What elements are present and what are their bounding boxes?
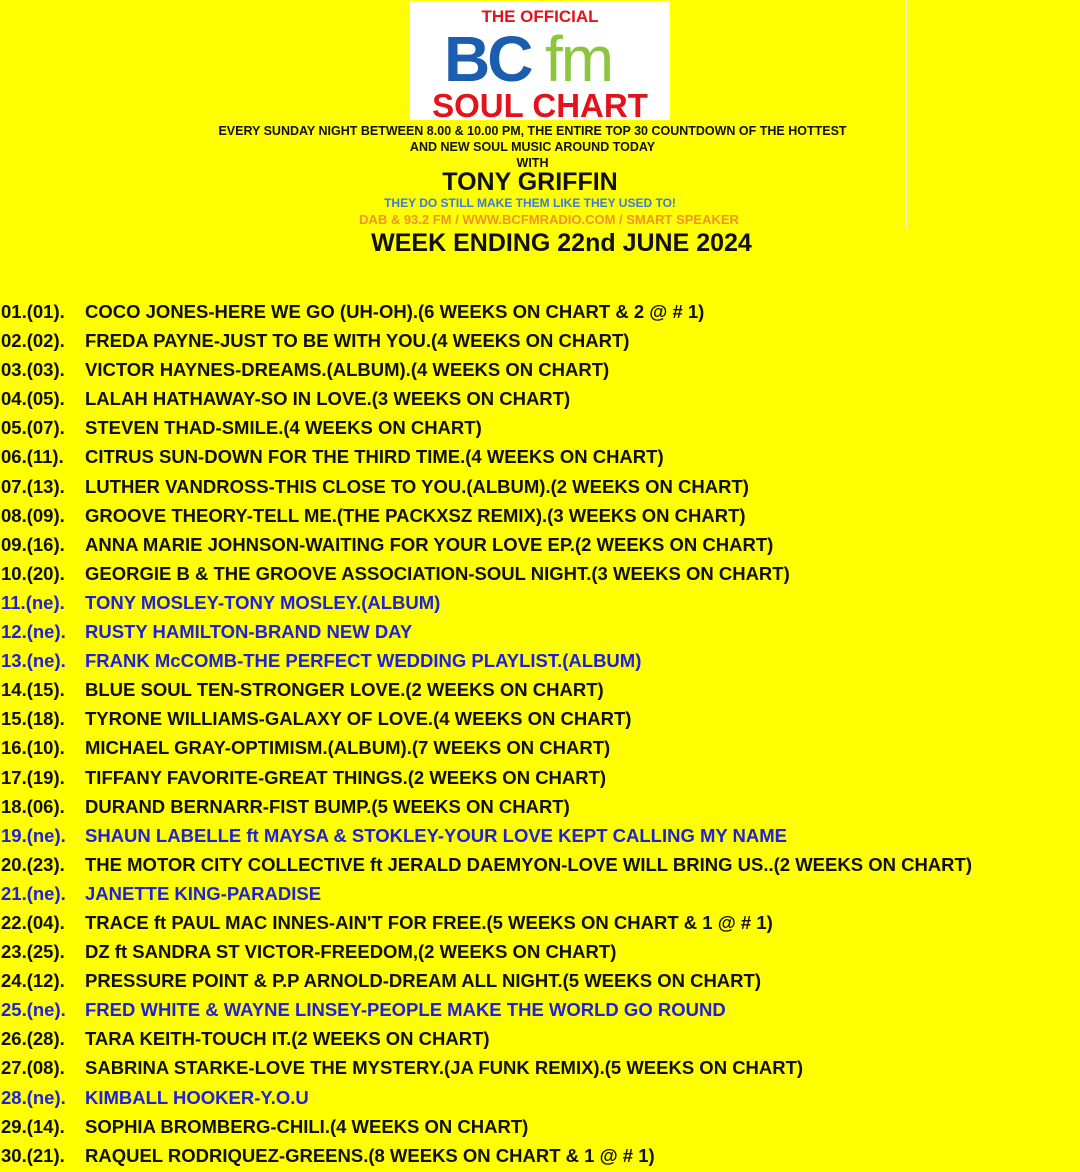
chart-entry-text: PRESSURE POINT & P.P ARNOLD-DREAM ALL NIGHT.(5 WEEKS ON CHART) xyxy=(85,970,761,992)
chart-entry-text: VICTOR HAYNES-DREAMS.(ALBUM).(4 WEEKS ON CHART) xyxy=(85,359,610,381)
chart-position: 25.(ne). xyxy=(1,999,66,1021)
intro-line-1: EVERY SUNDAY NIGHT BETWEEN 8.00 & 10.00 PM, THE ENTIRE TOP 30 COUNTDOWN OF THE HOTTEST xyxy=(218,124,847,138)
chart-entry xyxy=(1,1055,1080,1084)
chart-entry-text: FRED WHITE & WAYNE LINSEY-PEOPLE MAKE THE WORLD GO ROUND xyxy=(85,999,726,1021)
chart-entry-text: THE MOTOR CITY COLLECTIVE ft JERALD DAEMYON-LOVE WILL BRING US..(2 WEEKS ON CHART) xyxy=(85,853,972,875)
chart-entry xyxy=(1,474,1080,503)
chart-entry-text: GEORGIE B & THE GROOVE ASSOCIATION-SOUL NIGHT.(3 WEEKS ON CHART) xyxy=(85,562,790,584)
chart-position: 02.(02). xyxy=(1,330,65,352)
chart-position: 06.(11). xyxy=(1,446,64,468)
chart-entry-text: TIFFANY FAVORITE-GREAT THINGS.(2 WEEKS ON CHART) xyxy=(85,766,607,788)
chart-position: 08.(09). xyxy=(1,504,65,526)
chart-position: 27.(08). xyxy=(1,1057,65,1079)
chart-entry xyxy=(1,561,1080,590)
chart-entry xyxy=(1,706,1080,735)
chart-entry xyxy=(1,997,1080,1026)
chart-entry xyxy=(1,503,1080,532)
chart-list xyxy=(1,299,1080,1172)
chart-position: 24.(12). xyxy=(1,970,65,992)
chart-position: 10.(20). xyxy=(1,562,65,584)
chart-position: 15.(18). xyxy=(1,708,65,730)
chart-position: 16.(10). xyxy=(1,737,65,759)
host-name: TONY GRIFFIN xyxy=(442,168,618,196)
chart-entry-text: COCO JONES-HERE WE GO (UH-OH).(6 WEEKS ON CHART & 2 @ # 1) xyxy=(85,301,705,322)
chart-entry xyxy=(1,823,1080,852)
chart-entry xyxy=(1,765,1080,794)
chart-position: 17.(19). xyxy=(1,766,65,788)
chart-entry xyxy=(1,415,1080,444)
chart-position: 30.(21). xyxy=(1,1144,65,1166)
chart-position: 22.(04). xyxy=(1,911,65,933)
chart-position: 07.(13). xyxy=(1,475,65,497)
chart-position: 29.(14). xyxy=(1,1115,65,1137)
chart-entry-text: JANETTE KING-PARADISE xyxy=(85,882,322,904)
chart-entry-text: DZ ft SANDRA ST VICTOR-FREEDOM,(2 WEEKS ON CHART) xyxy=(85,941,617,963)
chart-entry xyxy=(1,328,1080,357)
chart-entry-text: TARA KEITH-TOUCH IT.(2 WEEKS ON CHART) xyxy=(85,1028,490,1050)
chart-entry xyxy=(1,357,1080,386)
chart-entry xyxy=(1,299,1080,328)
chart-entry-text: RAQUEL RODRIQUEZ-GREENS.(8 WEEKS ON CHART & 1 @ # 1) xyxy=(85,1144,655,1166)
chart-position: 03.(03). xyxy=(1,359,65,381)
chart-entry-text: STEVEN THAD-SMILE.(4 WEEKS ON CHART) xyxy=(85,417,482,439)
stations-info: DAB & 93.2 FM / WWW.BCFMRADIO.COM / SMART SPEAKER xyxy=(359,212,739,227)
chart-position: 28.(ne). xyxy=(1,1086,66,1108)
chart-entry-text: DURAND BERNARR-FIST BUMP.(5 WEEKS ON CHART) xyxy=(85,795,570,817)
chart-position: 21.(ne). xyxy=(1,882,66,904)
chart-entry xyxy=(1,735,1080,764)
intro-line-2: AND NEW SOUL MUSIC AROUND TODAY xyxy=(409,140,656,154)
chart-entry xyxy=(1,881,1080,910)
week-ending-title: WEEK ENDING 22nd JUNE 2024 xyxy=(371,229,752,257)
chart-entry-text: SABRINA STARKE-LOVE THE MYSTERY.(JA FUNK REMIX).(5 WEEKS ON CHART) xyxy=(85,1057,804,1079)
chart-entry xyxy=(1,794,1080,823)
chart-entry-text: GROOVE THEORY-TELL ME.(THE PACKXSZ REMIX).(3 WEEKS ON CHART) xyxy=(85,504,746,526)
chart-entry xyxy=(1,619,1080,648)
chart-entry xyxy=(1,677,1080,706)
chart-entry-text: CITRUS SUN-DOWN FOR THE THIRD TIME.(4 WEEKS ON CHART) xyxy=(85,446,664,468)
chart-position: 12.(ne). xyxy=(1,621,66,643)
chart-entry xyxy=(1,1114,1080,1143)
intro-with: WITH xyxy=(516,156,549,170)
logo-bc-text: BC xyxy=(444,23,531,95)
chart-position: 20.(23). xyxy=(1,853,65,875)
chart-position: 13.(ne). xyxy=(1,650,66,672)
tagline: THEY DO STILL MAKE THEM LIKE THEY USED TO! xyxy=(384,196,676,210)
chart-entry xyxy=(1,1085,1080,1114)
chart-position: 18.(06). xyxy=(1,795,65,817)
chart-position: 11.(ne). xyxy=(1,591,65,613)
chart-entry xyxy=(1,444,1080,473)
chart-position: 04.(05). xyxy=(1,388,65,410)
chart-entry-text: TYRONE WILLIAMS-GALAXY OF LOVE.(4 WEEKS ON CHART) xyxy=(85,708,632,730)
chart-entry xyxy=(1,1026,1080,1055)
chart-entry xyxy=(1,648,1080,677)
chart-entry xyxy=(1,910,1080,939)
chart-entry-text: KIMBALL HOOKER-Y.O.U xyxy=(85,1086,309,1108)
chart-entry xyxy=(1,1143,1080,1172)
logo-soul-chart-text: SOUL CHART xyxy=(432,87,648,124)
chart-entry-text: BLUE SOUL TEN-STRONGER LOVE.(2 WEEKS ON CHART) xyxy=(85,679,604,701)
chart-entry xyxy=(1,968,1080,997)
chart-entry xyxy=(1,386,1080,415)
chart-position: 26.(28). xyxy=(1,1028,65,1050)
chart-entry-text: LALAH HATHAWAY-SO IN LOVE.(3 WEEKS ON CHART) xyxy=(85,388,571,410)
chart-entry-text: MICHAEL GRAY-OPTIMISM.(ALBUM).(7 WEEKS ON CHART) xyxy=(85,737,611,759)
chart-position: 23.(25). xyxy=(1,941,65,963)
chart-entry-text: SOPHIA BROMBERG-CHILI.(4 WEEKS ON CHART) xyxy=(85,1115,529,1137)
chart-position: 05.(07). xyxy=(1,417,65,439)
chart-entry xyxy=(1,939,1080,968)
chart-entry xyxy=(1,852,1080,881)
chart-entry-text: RUSTY HAMILTON-BRAND NEW DAY xyxy=(85,621,413,643)
chart-entry-text: TRACE ft PAUL MAC INNES-AIN'T FOR FREE.(5 WEEKS ON CHART & 1 @ # 1) xyxy=(85,911,773,933)
chart-position: 14.(15). xyxy=(1,679,65,701)
chart-position: 09.(16). xyxy=(1,533,65,555)
chart-entry-text: SHAUN LABELLE ft MAYSA & STOKLEY-YOUR LOVE KEPT CALLING MY NAME xyxy=(85,824,788,846)
chart-position: 19.(ne). xyxy=(1,824,66,846)
bcfm-logo xyxy=(410,1,670,124)
chart-entry-text: ANNA MARIE JOHNSON-WAITING FOR YOUR LOVE EP.(2 WEEKS ON CHART) xyxy=(85,533,774,555)
chart-entry xyxy=(1,532,1080,561)
chart-entry-text: TONY MOSLEY-TONY MOSLEY.(ALBUM) xyxy=(85,591,441,613)
chart-entry xyxy=(1,590,1080,619)
chart-entry-text: LUTHER VANDROSS-THIS CLOSE TO YOU.(ALBUM).(2 WEEKS ON CHART) xyxy=(85,475,749,497)
logo-fm-text: fm xyxy=(545,23,613,95)
logo-official-text: THE OFFICIAL xyxy=(481,7,599,26)
chart-entry-text: FRANK McCOMB-THE PERFECT WEDDING PLAYLIST.(ALBUM) xyxy=(85,650,642,672)
chart-entry-text: FREDA PAYNE-JUST TO BE WITH YOU.(4 WEEKS ON CHART) xyxy=(85,330,630,352)
chart-position: 01.(01). xyxy=(1,301,65,322)
